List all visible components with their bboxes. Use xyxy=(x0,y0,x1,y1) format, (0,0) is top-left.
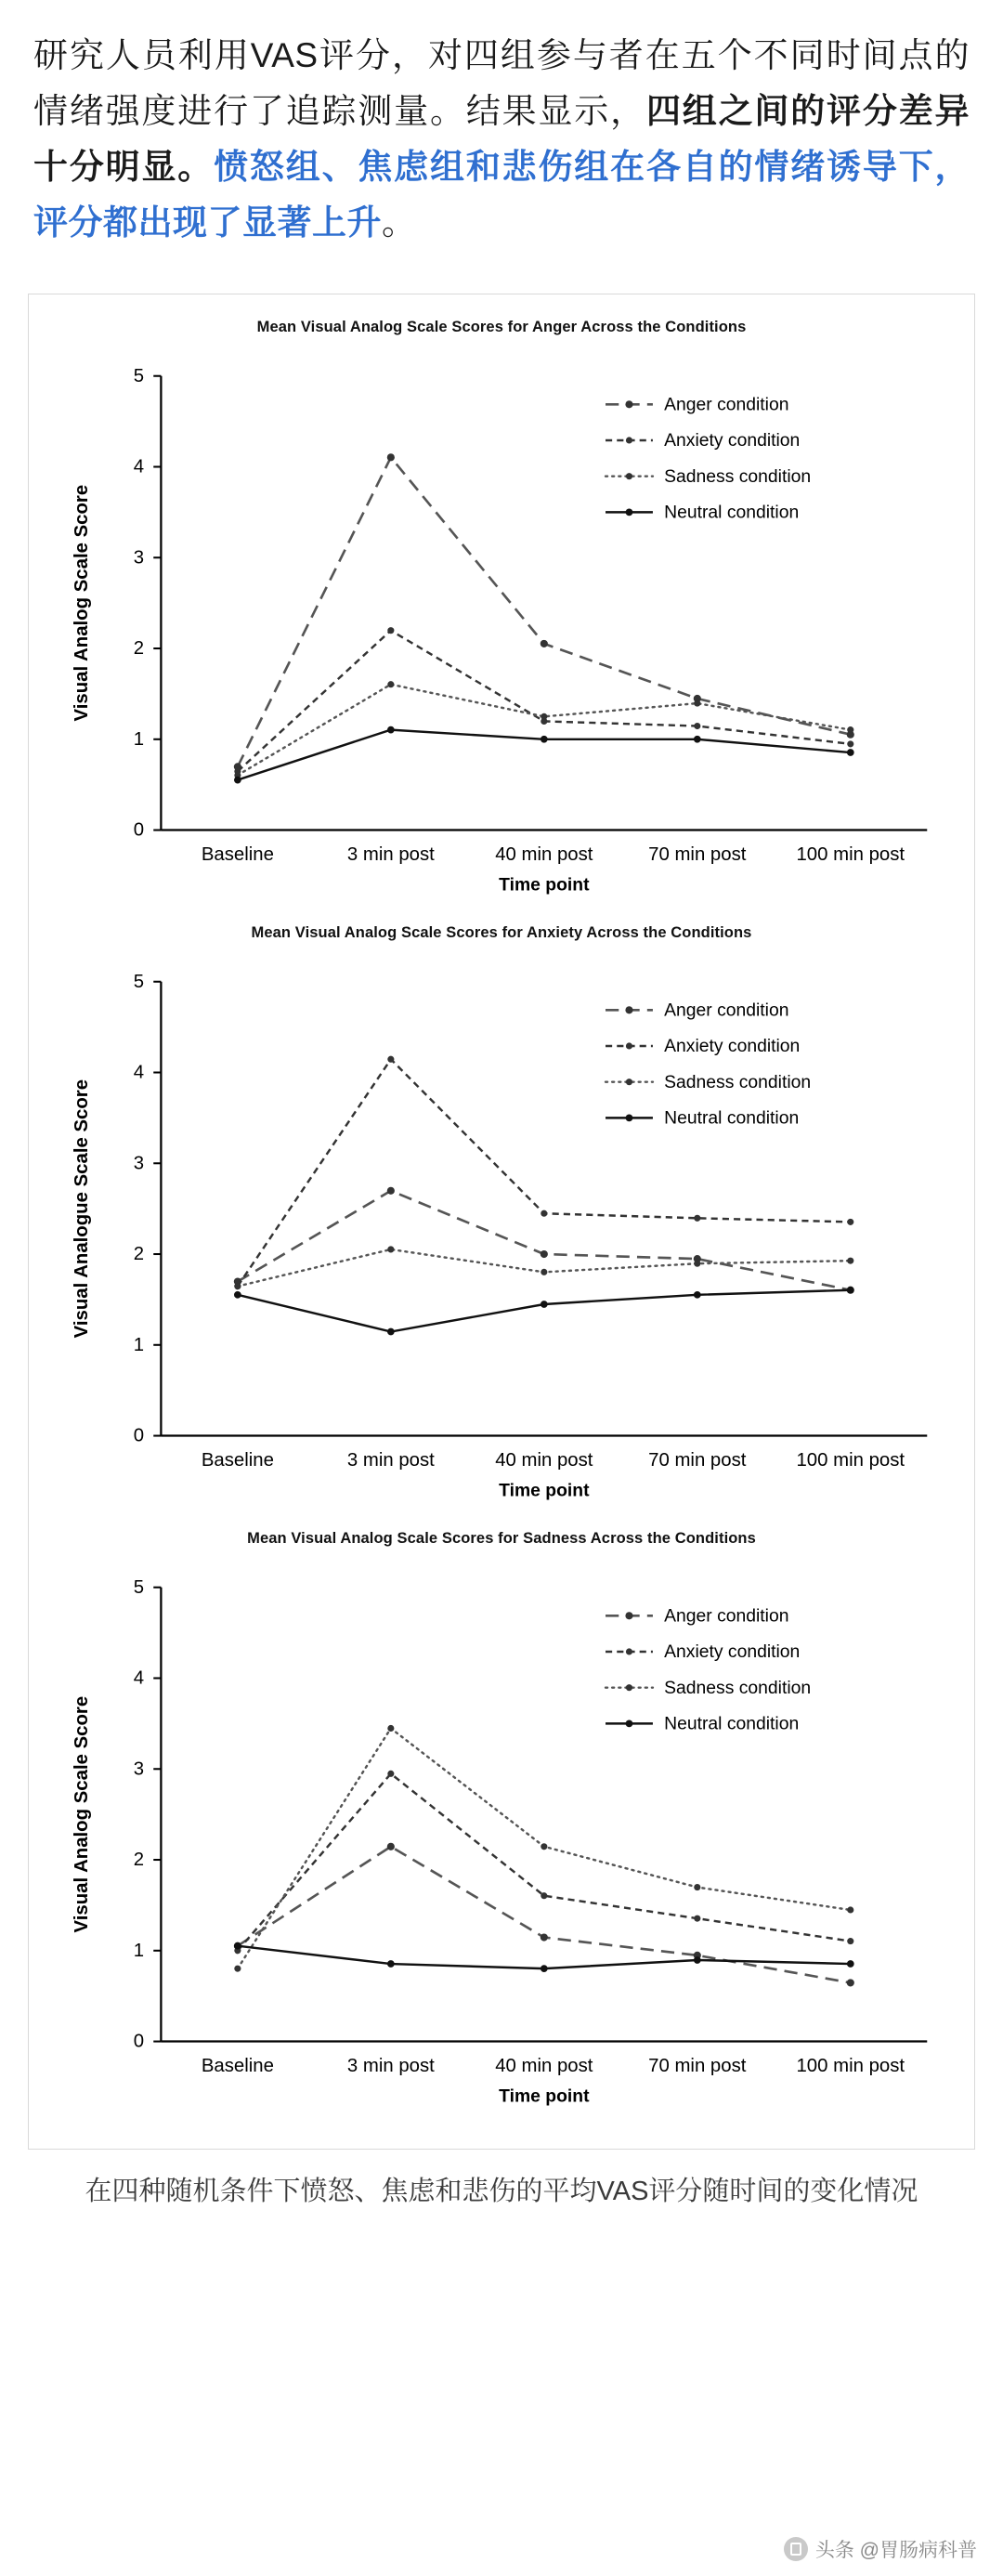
chart-anger-legend xyxy=(606,394,811,522)
legend-label-neutral: Neutral condition xyxy=(664,502,800,523)
y-axis-ticks xyxy=(134,366,162,841)
svg-text:40 min post: 40 min post xyxy=(495,2056,593,2077)
x-axis-label: Time point xyxy=(499,874,590,896)
svg-text:3: 3 xyxy=(133,547,145,569)
legend-label-neutral: Neutral condition xyxy=(664,1713,800,1734)
svg-text:3 min post: 3 min post xyxy=(346,2056,435,2077)
svg-text:5: 5 xyxy=(133,1577,145,1599)
y-axis-label: Visual Analog Scale Score xyxy=(71,1695,92,1933)
svg-text:5: 5 xyxy=(133,365,145,386)
watermark-label: 头条 @胃肠病科普 xyxy=(814,2540,977,2561)
paragraph-segment-normal-1: 研究人员利用VAS评分，对四组参与者在五个不同时间点的情绪强度进行了追踪测量。结果显示， xyxy=(33,36,970,130)
svg-text:70 min post: 70 min post xyxy=(648,1450,747,1471)
svg-text:100 min post: 100 min post xyxy=(796,1450,905,1471)
svg-text:1: 1 xyxy=(133,1941,145,1962)
y-axis-ticks xyxy=(134,972,162,1446)
svg-text:2: 2 xyxy=(133,1244,145,1265)
series-neutral-line xyxy=(238,1290,851,1332)
svg-text:5: 5 xyxy=(133,971,145,992)
svg-text:3: 3 xyxy=(133,1153,145,1174)
series-anger-markers xyxy=(234,1843,854,1987)
svg-text:100 min post: 100 min post xyxy=(796,843,905,865)
svg-text:0: 0 xyxy=(133,2031,145,2052)
svg-text:0: 0 xyxy=(133,819,145,841)
svg-text:Baseline: Baseline xyxy=(201,2056,274,2077)
chart-anxiety-legend xyxy=(606,1000,811,1128)
paragraph-segment-normal-2: 。 xyxy=(382,203,417,242)
watermark xyxy=(784,2535,977,2563)
series-anger-markers xyxy=(234,1187,854,1294)
x-axis-label: Time point xyxy=(499,2086,590,2107)
svg-text:70 min post: 70 min post xyxy=(648,2056,747,2077)
svg-text:1: 1 xyxy=(133,728,145,750)
legend-label-anger: Anger condition xyxy=(664,1605,789,1627)
y-axis-label: Visual Analog Scale Score xyxy=(71,484,92,722)
svg-text:1: 1 xyxy=(133,1334,145,1355)
chart-sadness-title: Mean Visual Analog Scale Scores for Sadness Across the Conditions xyxy=(247,1530,756,1548)
chart-anger-svg xyxy=(38,338,965,915)
svg-text:70 min post: 70 min post xyxy=(648,843,747,865)
figure-container xyxy=(28,294,975,2151)
svg-text:100 min post: 100 min post xyxy=(796,2056,905,2077)
x-axis-ticks xyxy=(202,844,905,865)
legend-label-neutral: Neutral condition xyxy=(664,1107,800,1129)
chart-anxiety xyxy=(38,924,965,1521)
svg-text:4: 4 xyxy=(133,1667,145,1689)
series-neutral-markers xyxy=(234,726,854,783)
chart-sadness-svg xyxy=(38,1550,965,2126)
svg-text:3: 3 xyxy=(133,1759,145,1780)
svg-text:Baseline: Baseline xyxy=(201,1450,274,1471)
article-paragraph xyxy=(33,28,970,251)
series-sadness-line xyxy=(238,684,851,775)
svg-text:40 min post: 40 min post xyxy=(495,843,593,865)
chart-anger xyxy=(38,319,965,915)
svg-text:2: 2 xyxy=(133,1850,145,1871)
chart-sadness-legend xyxy=(606,1606,811,1734)
svg-text:4: 4 xyxy=(133,1062,145,1083)
svg-text:Baseline: Baseline xyxy=(201,843,274,865)
series-sadness-markers xyxy=(234,681,853,778)
series-anxiety-line xyxy=(238,1774,851,1951)
svg-text:0: 0 xyxy=(133,1425,145,1446)
svg-text:4: 4 xyxy=(133,456,145,477)
paragraph-segment-highlight: 愤怒组、焦虑组和悲伤组在各自的情绪诱导下，评分都出现了显著上升 xyxy=(33,147,970,242)
y-axis-ticks xyxy=(134,1577,162,2052)
article-text-block xyxy=(0,0,1003,262)
svg-text:3 min post: 3 min post xyxy=(346,1450,435,1471)
legend-label-sadness: Sadness condition xyxy=(664,1071,812,1092)
legend-label-anxiety: Anxiety condition xyxy=(664,1641,801,1663)
chart-anxiety-title: Mean Visual Analog Scale Scores for Anxiety Across the Conditions xyxy=(251,923,752,941)
svg-text:3 min post: 3 min post xyxy=(346,843,435,865)
chart-anxiety-plot xyxy=(72,972,927,1501)
legend-label-anxiety: Anxiety condition xyxy=(664,429,801,451)
user-badge-icon xyxy=(784,2537,808,2561)
series-anxiety-markers xyxy=(234,627,853,775)
chart-anxiety-svg xyxy=(38,944,965,1521)
chart-anger-plot xyxy=(72,366,927,896)
x-axis-label: Time point xyxy=(499,1480,590,1501)
chart-sadness-plot xyxy=(72,1577,927,2107)
y-axis-label: Visual Analogue Scale Score xyxy=(71,1079,92,1339)
legend-label-anxiety: Anxiety condition xyxy=(664,1036,801,1057)
series-anxiety-markers xyxy=(234,1771,853,1955)
svg-text:40 min post: 40 min post xyxy=(495,1450,593,1471)
figure-caption: 在四种随机条件下愤怒、焦虑和悲伤的平均VAS评分随时间的变化情况 xyxy=(85,2177,918,2207)
legend-label-anger: Anger condition xyxy=(664,1000,789,1021)
x-axis-ticks xyxy=(202,2056,905,2076)
chart-sadness xyxy=(38,1530,965,2126)
x-axis-ticks xyxy=(202,1450,905,1471)
legend-label-sadness: Sadness condition xyxy=(664,465,812,487)
paragraph-segment-bold: 四组之间的评分差异十分明显。 xyxy=(33,91,970,186)
chart-anger-title: Mean Visual Analog Scale Scores for Anger Across the Conditions xyxy=(256,318,747,335)
svg-text:2: 2 xyxy=(133,637,145,659)
legend-label-anger: Anger condition xyxy=(664,394,789,415)
legend-label-sadness: Sadness condition xyxy=(664,1677,812,1698)
